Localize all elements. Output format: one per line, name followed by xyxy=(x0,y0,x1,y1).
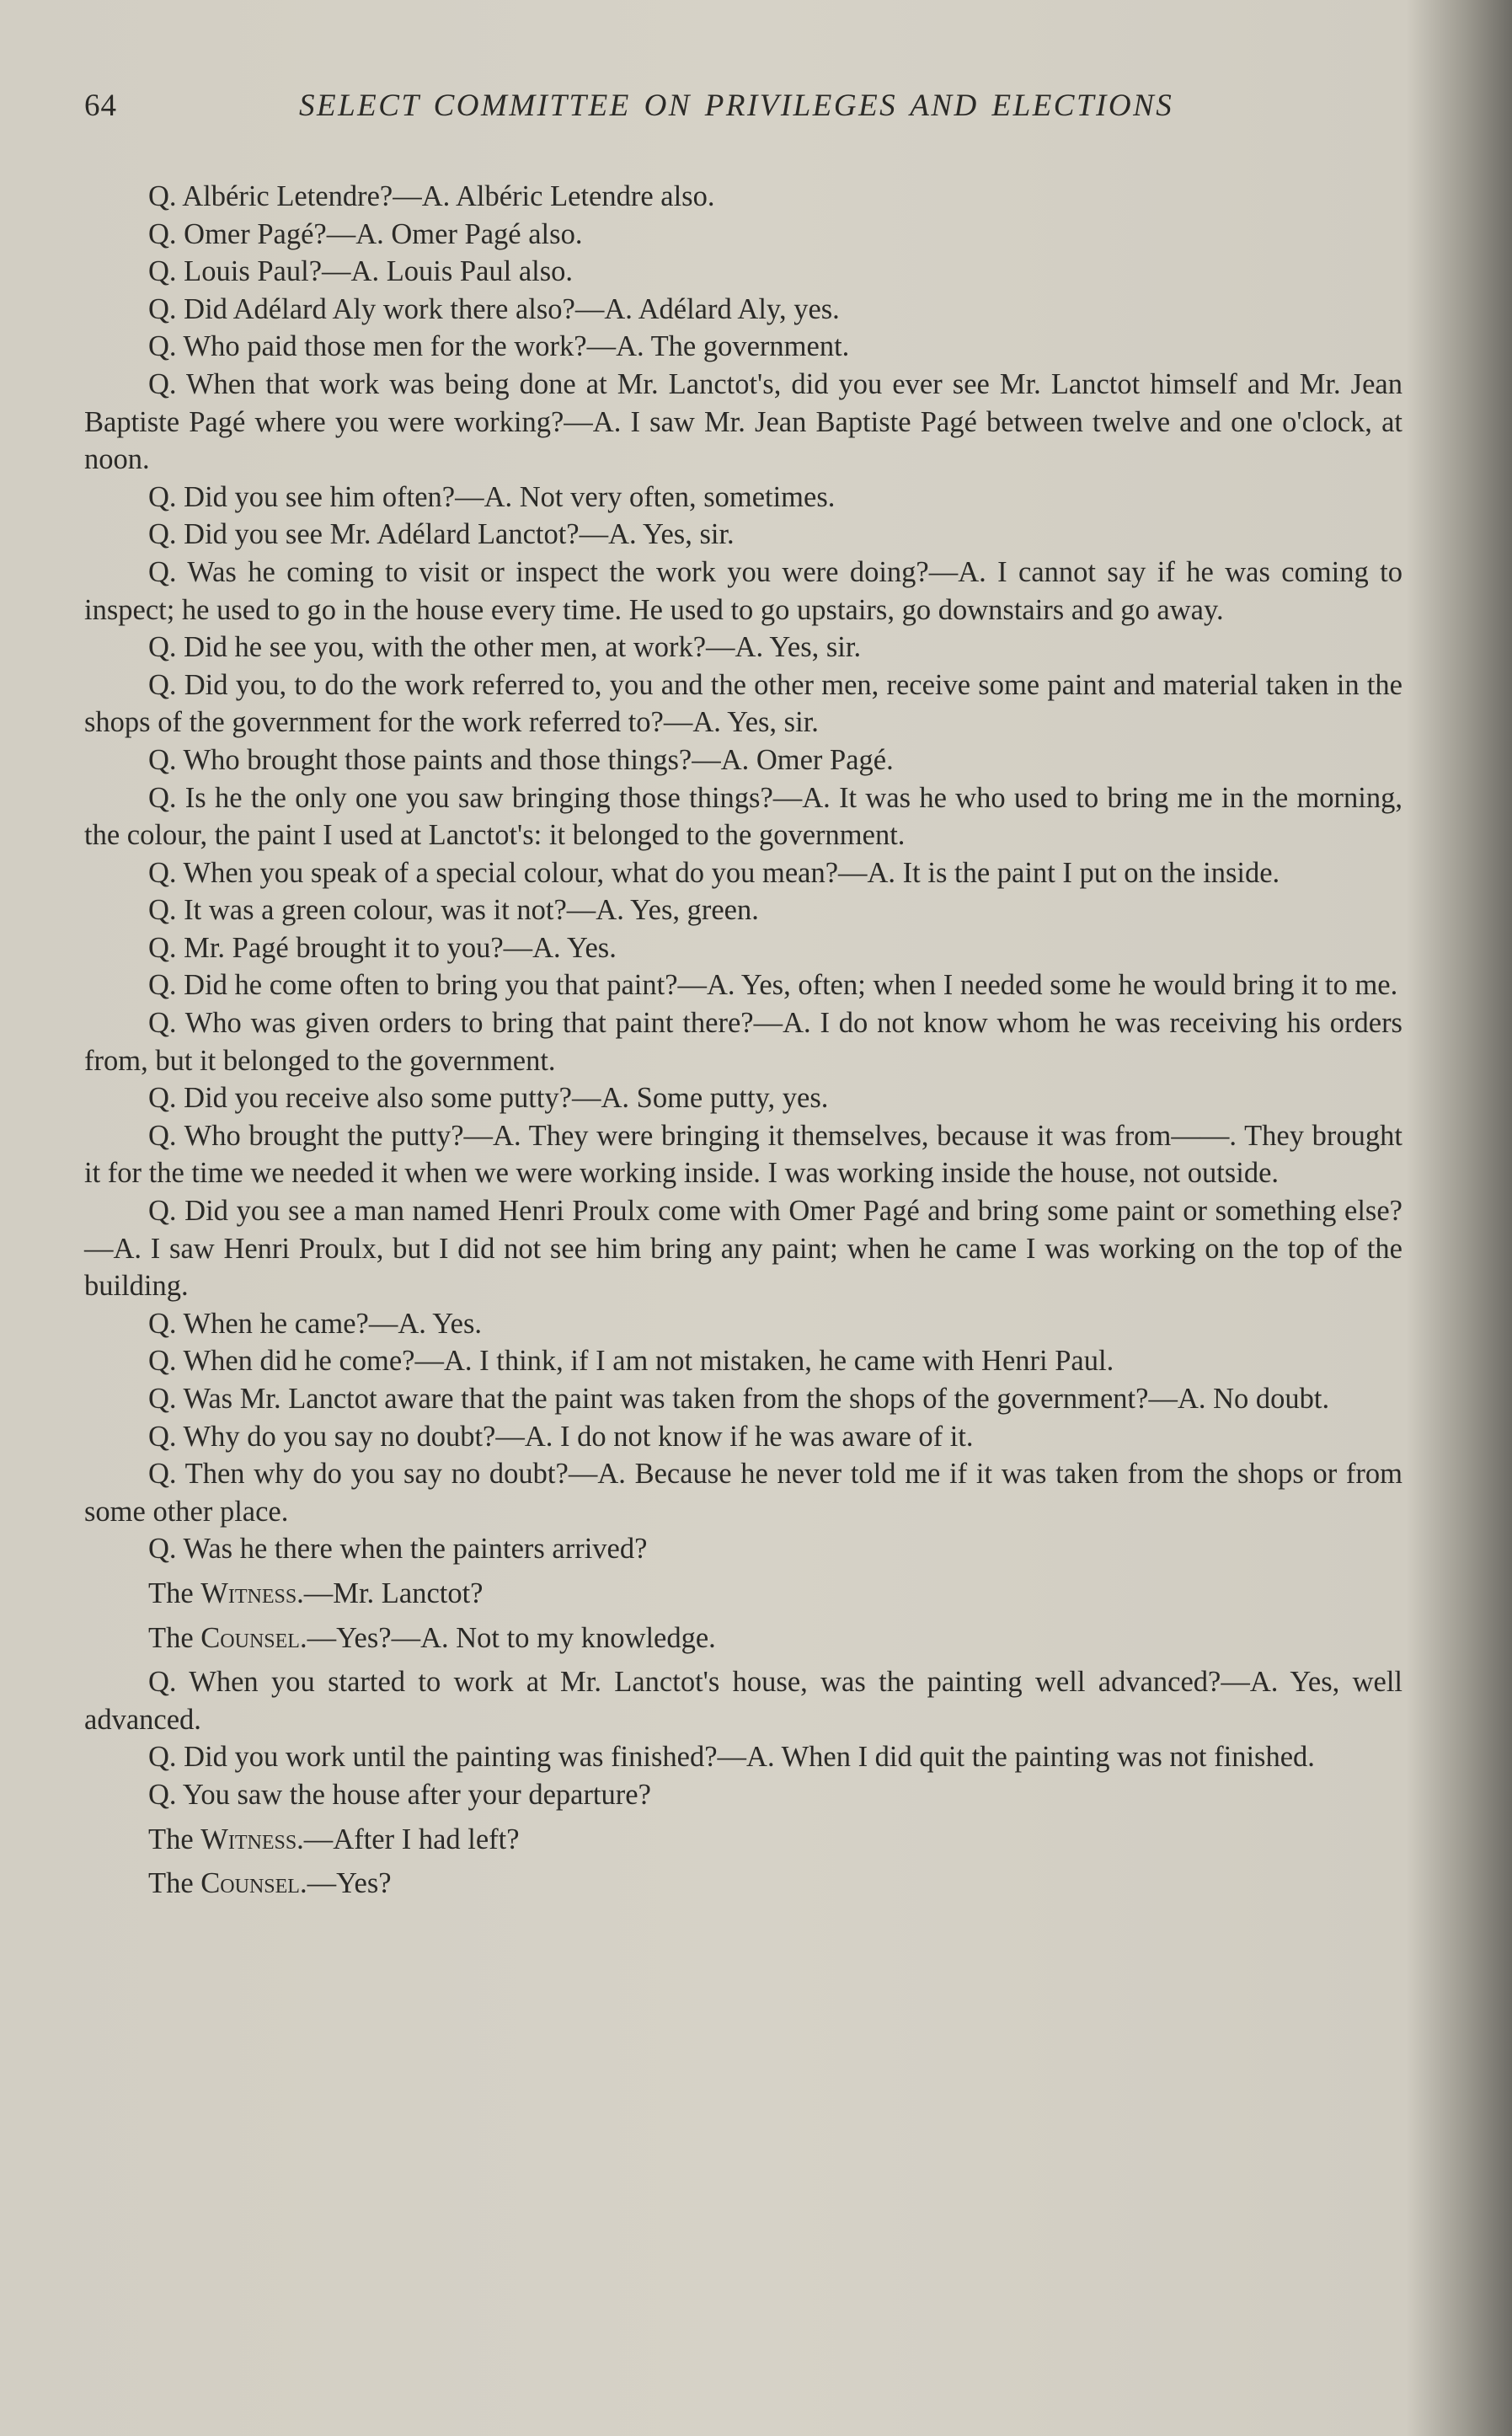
question-answer: Q. When you speak of a special colour, what do you mean?—A. It is the paint I put on the inside. xyxy=(148,856,1280,889)
remark-text: .—Yes?—A. Not to my knowledge. xyxy=(299,1621,716,1654)
question-answer: Q. Was Mr. Lanctot aware that the paint was taken from the shops of the government?—A. No doubt. xyxy=(148,1383,1330,1415)
speaker-name: Counsel xyxy=(200,1621,300,1654)
question-answer: Q. Did you see Mr. Adélard Lanctot?—A. Yes, sir. xyxy=(148,518,735,551)
question-answer: Q. Did you, to do the work referred to, you and the other men, receive some paint and material taken in the shops of the government for the work referred to?—A. Yes, sir. xyxy=(84,668,1402,739)
witness-remark xyxy=(84,1821,1402,1859)
question-answer: Q. Omer Pagé?—A. Omer Pagé also. xyxy=(148,217,583,250)
question-answer: Q. Who was given orders to bring that paint there?—A. I do not know whom he was receiving his orders from, but it belonged to the government. xyxy=(84,1007,1402,1077)
question-answer: Q. Albéric Letendre?—A. Albéric Letendre also. xyxy=(148,180,715,212)
question-answer: Q. Who brought those paints and those things?—A. Omer Pagé. xyxy=(148,743,894,776)
question-answer: Q. Then why do you say no doubt?—A. Because he never told me if it was taken from the shops or from some other place. xyxy=(84,1458,1402,1528)
speaker-name: Counsel xyxy=(200,1867,300,1900)
question-answer: Q. Is he the only one you saw bringing those things?—A. It was he who used to bring me in the morning, the colour, the paint I used at Lanctot's: it belonged to the government. xyxy=(84,781,1402,852)
running-title: SELECT COMMITTEE ON PRIVILEGES AND ELECTIONS xyxy=(299,88,1174,123)
question-answer: Q. When did he come?—A. I think, if I am not mistaken, he came with Henri Paul. xyxy=(148,1345,1114,1378)
question-answer: Q. Why do you say no doubt?—A. I do not know if he was aware of it. xyxy=(148,1420,974,1453)
question-answer: Q. Did Adélard Aly work there also?—A. Adélard Aly, yes. xyxy=(148,292,840,325)
speaker-prefix: The xyxy=(148,1867,201,1900)
speaker-prefix: The xyxy=(148,1621,201,1654)
question-answer: Q. It was a green colour, was it not?—A. Yes, green. xyxy=(148,894,759,927)
question-answer: Q. Did you see a man named Henri Proulx come with Omer Pagé and bring some paint or something else?—A. I saw Henri Proulx, but I did not see him bring any paint; when he came I was working on the top of the building. xyxy=(84,1195,1402,1303)
speaker-prefix: The xyxy=(148,1577,201,1609)
question-answer: Q. Did he see you, with the other men, at work?—A. Yes, sir. xyxy=(148,631,862,664)
question-answer: Q. Did you work until the painting was finished?—A. When I did quit the painting was not finished. xyxy=(148,1741,1315,1774)
testimony-text xyxy=(84,178,1402,1903)
witness-remark xyxy=(84,1575,1402,1613)
question-answer: Q. Did you receive also some putty?—A. Some putty, yes. xyxy=(148,1082,829,1115)
question-answer: Q. Who brought the putty?—A. They were bringing it themselves, because it was from——. They brought it for the time we needed it when we were working inside. I was working inside the house, not outside. xyxy=(84,1119,1402,1190)
remark-text: .—After I had left? xyxy=(297,1823,520,1855)
question-answer: Q. You saw the house after your departure? xyxy=(148,1778,651,1811)
remark-text: .—Yes? xyxy=(299,1867,392,1900)
remark-text: .—Mr. Lanctot? xyxy=(297,1577,484,1609)
question-answer: Q. When he came?—A. Yes. xyxy=(148,1307,483,1340)
speaker-name: Witness xyxy=(200,1577,297,1609)
question-answer: Q. Who paid those men for the work?—A. The government. xyxy=(148,330,850,363)
question-answer: Q. Did he come often to bring you that paint?—A. Yes, often; when I needed some he would bring it to me. xyxy=(148,969,1398,1002)
page-header xyxy=(84,88,1196,130)
counsel-remark xyxy=(84,1865,1402,1903)
question-answer: Q. When that work was being done at Mr. Lanctot's, did you ever see Mr. Lanctot himself and Mr. Jean Baptiste Pagé where you were working?—A. I saw Mr. Jean Baptiste Pagé between twelve and one o'clock, at noon. xyxy=(84,367,1402,476)
question-answer: Q. Louis Paul?—A. Louis Paul also. xyxy=(148,255,574,288)
page-number: 64 xyxy=(84,88,117,123)
question-answer: Q. Did you see him often?—A. Not very often, sometimes. xyxy=(148,480,836,513)
counsel-remark xyxy=(84,1620,1402,1657)
speaker-name: Witness xyxy=(200,1823,297,1855)
question-answer: Q. Was he coming to visit or inspect the work you were doing?—A. I cannot say if he was coming to inspect; he used to go in the house every time. He used to go upstairs, go downstairs and go away. xyxy=(84,555,1402,626)
question-answer: Q. Mr. Pagé brought it to you?—A. Yes. xyxy=(148,931,617,964)
question-answer: Q. Was he there when the painters arrived? xyxy=(148,1533,648,1566)
speaker-prefix: The xyxy=(148,1823,201,1855)
question-answer: Q. When you started to work at Mr. Lanctot's house, was the painting well advanced?—A. Yes, well advanced. xyxy=(84,1666,1402,1736)
